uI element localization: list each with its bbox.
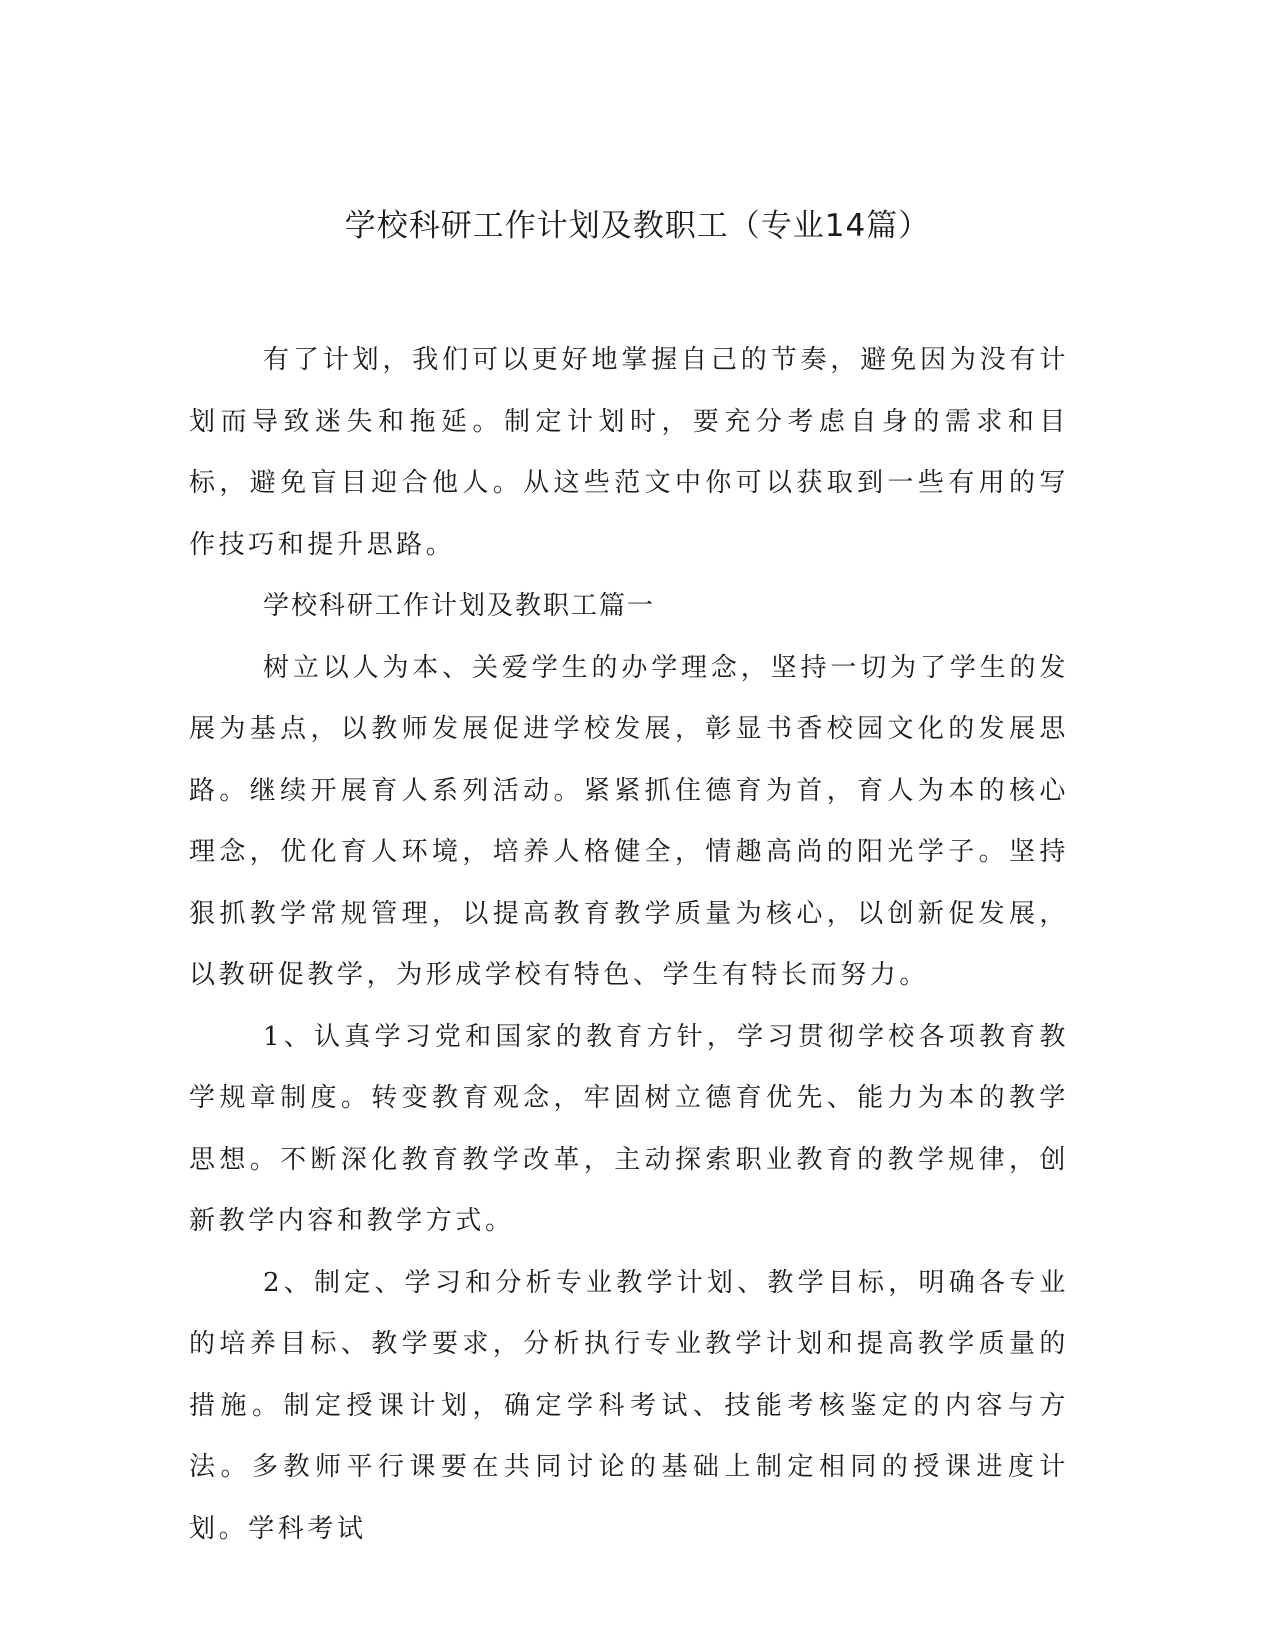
document-body — [189, 330, 1069, 1560]
intro-paragraph: 有了计划，我们可以更好地掌握自己的节奏，避免因为没有计划而导致迷失和拖延。制定计划时，要充分考虑自身的需求和目标，避免盲目迎合他人。从这些范文中你可以获取到一些有用的写作技巧和提升思路。 — [189, 345, 1069, 560]
numbered-paragraph-2: 2、制定、学习和分析专业教学计划、教学目标，明确各专业的培养目标、教学要求，分析执行专业教学计划和提高教学质量的措施。制定授课计划，确定学科考试、技能考核鉴定的内容与方法。多教师平行课要在共同讨论的基础上制定相同的授课进度计划。学科考试 — [189, 1267, 1069, 1544]
numbered-paragraph-1: 1、认真学习党和国家的教育方针，学习贯彻学校各项教育教学规章制度。转变教育观念，牢固树立德育优先、能力为本的教学思想。不断深化教育教学改革，主动探索职业教育的教学规律，创新教学内容和教学方式。 — [189, 1021, 1069, 1236]
body-paragraph: 树立以人为本、关爱学生的办学理念，坚持一切为了学生的发展为基点，以教师发展促进学校发展，彰显书香校园文化的发展思路。继续开展育人系列活动。紧紧抓住德育为首，育人为本的核心理念，优化育人环境，培养人格健全，情趣高尚的阳光学子。坚持狠抓教学常规管理，以提高教育教学质量为核心，以创新促发展，以教研促教学，为形成学校有特色、学生有特长而努力。 — [189, 652, 1069, 990]
section-heading: 学校科研工作计划及教职工篇一 — [263, 591, 656, 621]
document-title: 学校科研工作计划及教职工（专业14篇） — [344, 208, 931, 244]
